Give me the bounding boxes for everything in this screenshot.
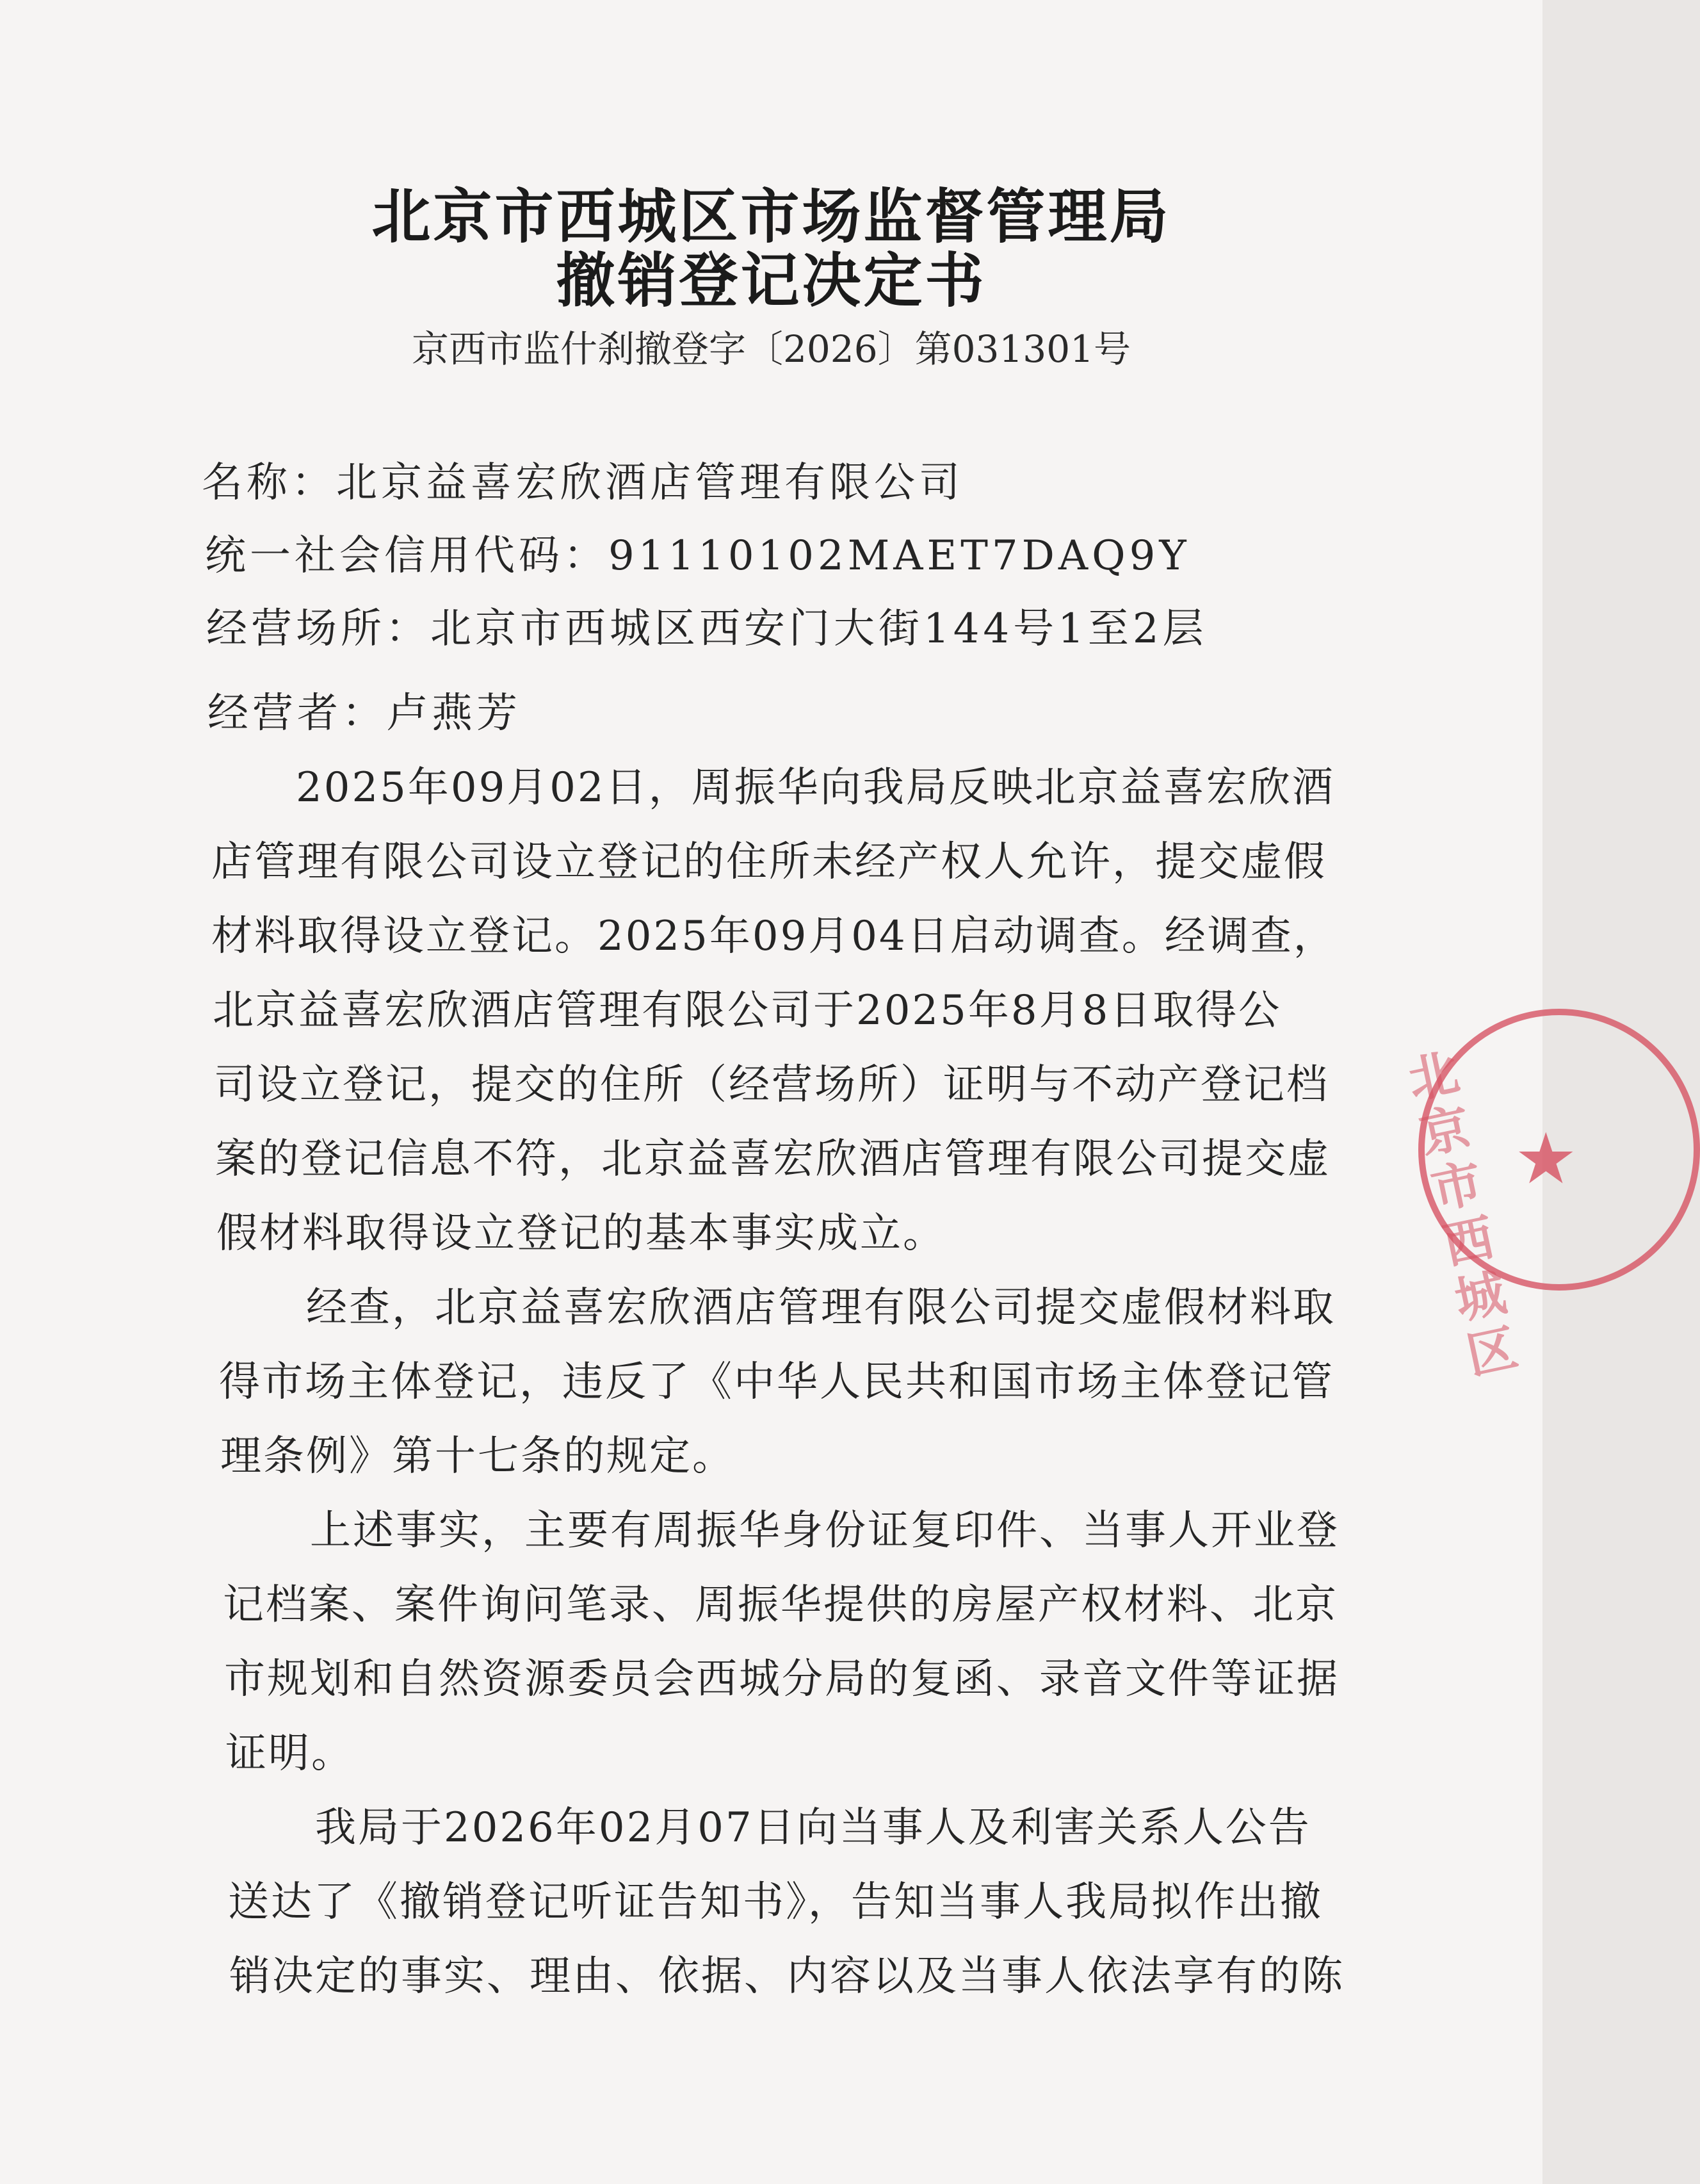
body-line: 司设立登记，提交的住所（经营场所）证明与不动产登记档 — [214, 1061, 1329, 1109]
document-number: 京西市监什刹撤登字〔2026〕第031301号 — [411, 327, 1131, 371]
body-line: 店管理有限公司设立登记的住所未经产权人允许，提交虚假 — [211, 838, 1327, 886]
address-line: 经营场所：北京市西城区西安门大街144号1至2层 — [206, 605, 1208, 653]
body-line: 材料取得设立登记。2025年09月04日启动调查。经调查， — [211, 913, 1336, 960]
body-line: 记档案、案件询问笔录、周振华提供的房屋产权材料、北京 — [223, 1581, 1338, 1629]
official-seal-text: 北京市西城区 — [1403, 1043, 1523, 1386]
body-line: 北京益喜宏欣酒店管理有限公司于2025年8月8日取得公 — [213, 987, 1282, 1034]
body-line: 证明。 — [225, 1730, 354, 1777]
body-line: 销决定的事实、理由、依据、内容以及当事人依法享有的陈 — [229, 1953, 1345, 2000]
body-line: 理条例》第十七条的规定。 — [220, 1433, 735, 1480]
body-line: 经查，北京益喜宏欣酒店管理有限公司提交虚假材料取 — [306, 1284, 1336, 1332]
seal-star-icon: ★ — [1514, 1118, 1578, 1200]
body-line: 市规划和自然资源委员会西城分局的复函、录音文件等证据 — [224, 1656, 1340, 1703]
body-line: 案的登记信息不符，北京益喜宏欣酒店管理有限公司提交虚 — [215, 1136, 1331, 1183]
body-line: 我局于2026年02月07日向当事人及利害关系人公告 — [315, 1804, 1311, 1852]
company-name-line: 名称：北京益喜宏欣酒店管理有限公司 — [202, 459, 964, 507]
body-line: 上述事实，主要有周振华身份证复印件、当事人开业登 — [310, 1507, 1340, 1554]
body-line: 得市场主体登记，违反了《中华人民共和国市场主体登记管 — [219, 1358, 1334, 1406]
operator-line: 经营者：卢燕芳 — [207, 690, 521, 737]
document-title-line2: 撤销登记决定书 — [556, 246, 987, 315]
credit-code-line: 统一社会信用代码：91110102MAET7DAQ9Y — [205, 532, 1190, 580]
document-title-line1: 北京市西城区市场监督管理局 — [371, 182, 1171, 251]
body-line: 送达了《撤销登记听证告知书》，告知当事人我局拟作出撤 — [228, 1878, 1323, 1926]
body-line: 2025年09月02日，周振华向我局反映北京益喜宏欣酒 — [296, 764, 1335, 811]
body-line: 假材料取得设立登记的基本事实成立。 — [216, 1210, 946, 1257]
